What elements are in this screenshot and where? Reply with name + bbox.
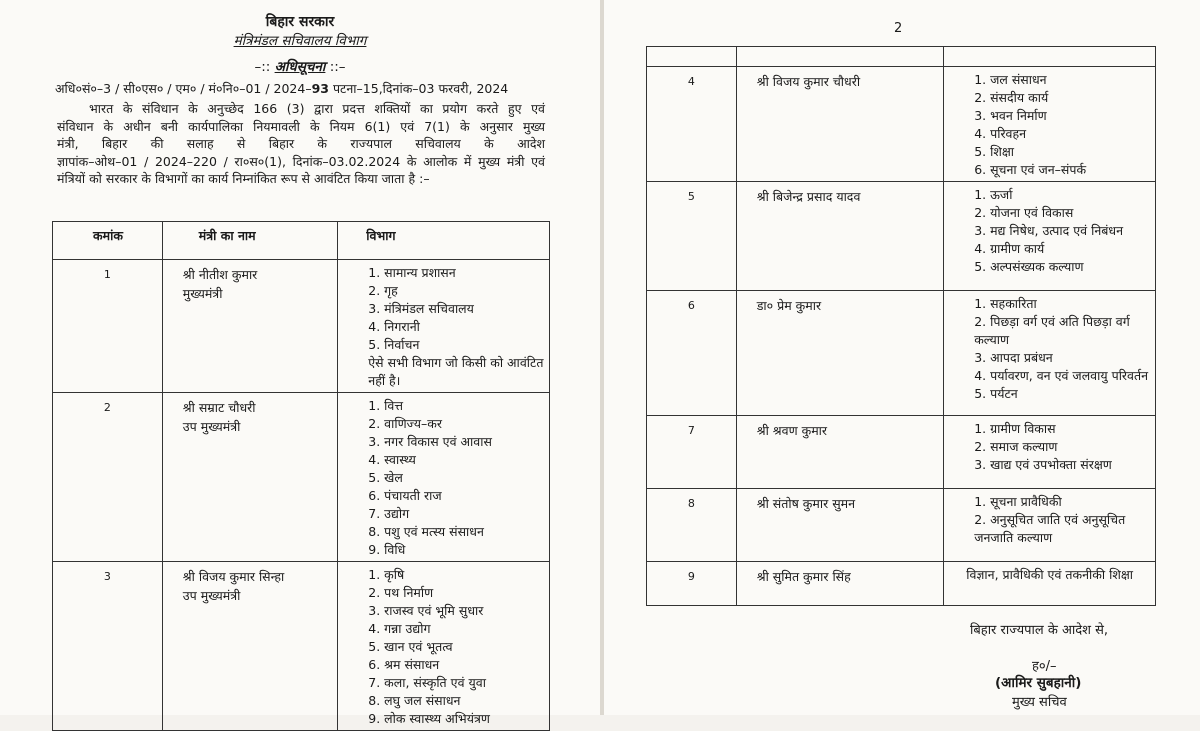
minister-name: श्री श्रवण कुमार <box>736 416 943 489</box>
serial-number: 5 <box>647 182 737 291</box>
page-number: 2 <box>894 21 903 36</box>
minister-designation: उप मुख्यमंत्री <box>182 587 241 603</box>
department-item: 8. लघु जल संसाधन <box>368 693 461 708</box>
department-item: 1. कृषि <box>368 567 405 582</box>
minister-name: श्री बिजेन्द्र प्रसाद यादव <box>736 182 943 291</box>
departments-cell <box>944 182 1156 291</box>
department-item: 2. पिछड़ा वर्ग एवं अति पिछड़ा वर्ग कल्याण <box>974 314 1130 347</box>
department-item: 2. योजना एवं विकास <box>974 205 1074 220</box>
minister-designation: मुख्यमंत्री <box>182 285 223 301</box>
departments-cell <box>944 489 1156 562</box>
department-item: 4. परिवहन <box>974 126 1027 141</box>
minister-name: डा० प्रेम कुमार <box>736 291 943 416</box>
department-item: 3. मद्य निषेध, उत्पाद एवं निबंधन <box>974 223 1124 238</box>
departments-cell <box>944 562 1156 606</box>
table-row <box>647 562 1156 606</box>
department-item: 3. राजस्व एवं भूमि सुधार <box>368 603 484 618</box>
department-item: 2. संसदीय कार्य <box>974 90 1049 105</box>
department-item: 6. पंचायती राज <box>368 488 442 503</box>
serial-number: 9 <box>647 562 737 606</box>
department-item: 2. गृह <box>368 283 398 298</box>
department-item: 4. पर्यावरण, वन एवं जलवायु परिवर्तन <box>974 368 1149 383</box>
department-item: 7. उद्योग <box>368 506 410 521</box>
department-item: 2. समाज कल्याण <box>974 439 1058 454</box>
order-line: बिहार राज्यपाल के आदेश से, <box>970 623 1109 638</box>
minister-name: श्री विजय कुमार सिन्हा <box>182 569 285 584</box>
table-row <box>647 67 1156 182</box>
preamble-line: मंत्री, बिहार की सलाह से बिहार के राज्यपाल सचिवालय के आदेश <box>57 136 545 152</box>
minister-designation: उप मुख्यमंत्री <box>182 418 241 434</box>
department-item: 5. निर्वाचन <box>368 337 420 352</box>
table-row <box>53 562 550 731</box>
department-item: 8. पशु एवं मत्स्य संसाधन <box>368 524 484 539</box>
empty-header-cell <box>736 47 943 67</box>
column-header-serial: कमांक <box>53 222 163 260</box>
serial-number: 4 <box>647 67 737 182</box>
preamble-line: मंत्रियों को सरकार के विभागों का कार्य निम्नांकित रूप से आवंटित किया जाता है :– <box>57 171 430 187</box>
preamble-line: भारत के संविधान के अनुच्छेद 166 (3) द्वारा प्रदत्त शक्तियों का प्रयोग करते हुए एवं <box>89 101 545 116</box>
department-item: 2. वाणिज्य–कर <box>368 416 442 431</box>
department-note: विज्ञान, प्रावैधिकी एवं तकनीकी शिक्षा <box>966 567 1134 582</box>
signatory-name: (आमिर सुबहानी) <box>995 675 1082 691</box>
signed-mark: ह०/– <box>1032 659 1057 674</box>
department-note: ऐसे सभी विभाग जो किसी को आवंटित नहीं है। <box>368 355 544 388</box>
minister-cell <box>162 260 337 393</box>
department-item: 3. खाद्य एवं उपभोक्ता संरक्षण <box>974 457 1112 472</box>
department-item: 1. सहकारिता <box>974 296 1037 311</box>
preamble-line: ज्ञापांक–ओथ–01 / 2024–220 / रा०स०(1), दिनांक–03.02.2024 के आलोक में मुख्य मंत्री एवं <box>57 153 545 169</box>
table-header-row-empty <box>647 47 1156 67</box>
department-item: 6. सूचना एवं जन–संपर्क <box>974 162 1087 177</box>
minister-name: श्री सम्राट चौधरी <box>182 400 256 415</box>
allocation-table-part2 <box>646 46 1156 606</box>
department-item: 3. आपदा प्रबंधन <box>974 350 1053 365</box>
department-name: मंत्रिमंडल सचिवालय विभाग <box>233 33 367 49</box>
department-item: 5. खान एवं भूतत्व <box>368 639 453 654</box>
department-item: 9. विधि <box>368 542 406 557</box>
minister-name: श्री सुमित कुमार सिंह <box>736 562 943 606</box>
empty-header-cell <box>647 47 737 67</box>
departments-cell <box>944 291 1156 416</box>
department-item: 1. सूचना प्रावैधिकी <box>974 494 1062 509</box>
department-item: 4. गन्ना उद्योग <box>368 621 431 636</box>
reference-line: अधि०सं०–3 / सी०एस० / एम० / मं०नि०–01 / 2024–93 पटना–15,दिनांक–03 फरवरी, 2024 <box>55 81 509 96</box>
serial-number: 6 <box>647 291 737 416</box>
departments-cell <box>944 67 1156 182</box>
department-item: 2. पथ निर्माण <box>368 585 434 600</box>
signatory-designation: मुख्य सचिव <box>1012 695 1067 710</box>
table-row <box>53 393 550 562</box>
preamble <box>57 100 545 188</box>
department-item: 5. खेल <box>368 470 403 485</box>
table-row <box>647 416 1156 489</box>
department-item: 1. सामान्य प्रशासन <box>368 265 456 280</box>
department-item: 7. कला, संस्कृति एवं युवा <box>368 675 486 690</box>
page-one <box>0 0 600 726</box>
serial-number: 2 <box>53 393 163 562</box>
table-header-row <box>53 222 550 260</box>
department-item: 9. लोक स्वास्थ्य अभियंत्रण <box>368 711 490 726</box>
department-item: 1. वित्त <box>368 398 403 413</box>
department-item: 3. मंत्रिमंडल सचिवालय <box>368 301 474 316</box>
departments-cell <box>944 416 1156 489</box>
department-item: 3. नगर विकास एवं आवास <box>368 434 492 449</box>
minister-cell <box>162 562 337 731</box>
table-row <box>647 489 1156 562</box>
minister-name: श्री संतोष कुमार सुमन <box>736 489 943 562</box>
department-item: 5. अल्पसंख्यक कल्याण <box>974 259 1084 274</box>
minister-name: श्री नीतीश कुमार <box>182 267 258 282</box>
department-item: 2. अनुसूचित जाति एवं अनुसूचित जनजाति कल्याण <box>974 512 1126 545</box>
allocation-table-part1 <box>52 221 550 731</box>
serial-number: 1 <box>53 260 163 393</box>
table-row <box>53 260 550 393</box>
department-item: 3. भवन निर्माण <box>974 108 1047 123</box>
department-item: 1. ग्रामीण विकास <box>974 421 1056 436</box>
department-item: 1. जल संसाधन <box>974 72 1047 87</box>
departments-cell <box>338 260 550 393</box>
preamble-line: संविधान के अधीन बनी कार्यपालिका नियमावली के नियम 6(1) एवं 7(1) के अनुसार मुख्य <box>57 118 545 134</box>
department-item: 4. ग्रामीण कार्य <box>974 241 1045 256</box>
department-item: 4. स्वास्थ्य <box>368 452 416 467</box>
government-title: बिहार सरकार <box>265 14 335 30</box>
department-item: 5. पर्यटन <box>974 386 1018 401</box>
notification-heading: –:: अधिसूचना ::– <box>254 59 346 75</box>
table-row <box>647 291 1156 416</box>
serial-number: 8 <box>647 489 737 562</box>
empty-header-cell <box>944 47 1156 67</box>
column-header-department: विभाग <box>338 222 550 260</box>
departments-cell <box>338 393 550 562</box>
column-header-name: मंत्री का नाम <box>162 222 337 260</box>
minister-cell <box>162 393 337 562</box>
page-two <box>604 0 1200 715</box>
serial-number: 7 <box>647 416 737 489</box>
minister-name: श्री विजय कुमार चौधरी <box>736 67 943 182</box>
department-item: 1. ऊर्जा <box>974 187 1013 202</box>
serial-number: 3 <box>53 562 163 731</box>
department-item: 4. निगरानी <box>368 319 420 334</box>
department-item: 5. शिक्षा <box>974 144 1015 159</box>
table-row <box>647 182 1156 291</box>
departments-cell <box>338 562 550 731</box>
department-item: 6. श्रम संसाधन <box>368 657 440 672</box>
